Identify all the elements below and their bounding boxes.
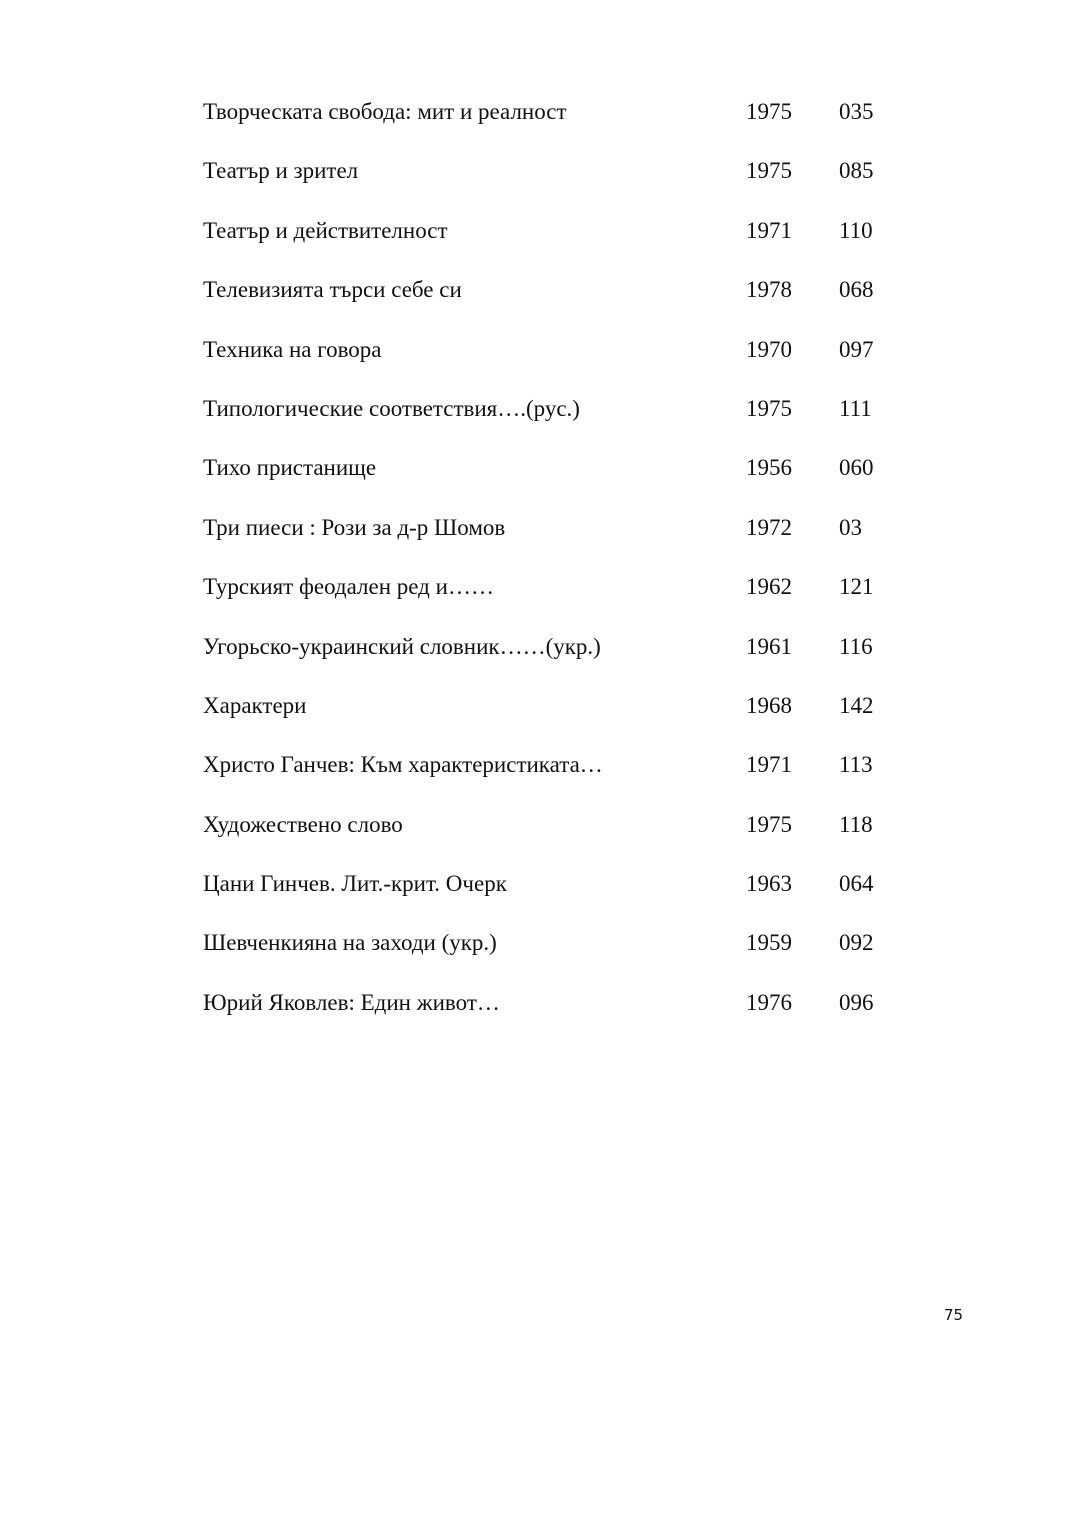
entry-title: Телевизията търси себе си: [203, 277, 462, 303]
entry-title: Тихо пристанище: [203, 455, 377, 481]
entry-number: 111: [839, 395, 872, 421]
entry-title: Техника на говора: [203, 336, 382, 362]
entry-year: 1970: [746, 336, 792, 362]
list-item: [203, 506, 923, 565]
entry-title: Христо Ганчев: Към характеристиката…: [203, 752, 603, 778]
entry-number: 113: [839, 752, 873, 778]
entry-number: 035: [839, 99, 874, 124]
entry-year: 1968: [746, 692, 792, 718]
entry-title: Характери: [203, 692, 307, 718]
entry-year: 1975: [746, 158, 792, 184]
list-item: [203, 446, 923, 505]
entry-number: 068: [839, 277, 874, 303]
list-item: [203, 862, 923, 921]
entry-year: 1975: [746, 395, 792, 421]
entry-number: 142: [839, 692, 874, 718]
page-number: 75: [944, 1306, 964, 1324]
entry-number: 096: [839, 989, 874, 1015]
entry-number: 03: [839, 514, 862, 540]
entry-number: 092: [839, 930, 874, 956]
list-item: [203, 803, 923, 862]
entry-year: 1962: [746, 574, 792, 600]
entry-year: 1971: [746, 752, 792, 778]
list-item: [203, 565, 923, 624]
list-item: [203, 743, 923, 802]
entry-list: [203, 90, 923, 1040]
list-item: [203, 149, 923, 208]
entry-number: 110: [839, 217, 873, 243]
entry-year: 1956: [746, 455, 792, 481]
list-item: [203, 328, 923, 387]
entry-number: 085: [839, 158, 874, 184]
entry-number: 097: [839, 336, 874, 362]
list-item: [203, 268, 923, 327]
list-item: [203, 981, 923, 1040]
entry-title: Три пиеси : Рози за д-р Шомов: [203, 514, 506, 540]
entry-number: 060: [839, 455, 874, 481]
entry-title: Творческата свобода: мит и реалност: [203, 99, 567, 124]
list-item: [203, 387, 923, 446]
entry-year: 1972: [746, 514, 792, 540]
list-item: [203, 684, 923, 743]
entry-title: Театър и зрител: [203, 158, 359, 184]
entry-title: Цани Гинчев. Лит.-крит. Очерк: [203, 871, 507, 897]
entry-year: 1963: [746, 871, 792, 897]
entry-title: Турският феодален ред и……: [203, 574, 494, 600]
entry-year: 1976: [746, 989, 792, 1015]
entry-title: Типологические соответствия….(рус.): [203, 395, 580, 421]
entry-title: Художествено слово: [203, 811, 403, 837]
entry-year: 1959: [746, 930, 792, 956]
list-item: [203, 90, 923, 149]
entry-year: 1961: [746, 633, 792, 659]
entry-title: Шевченкияна на заходи (укр.): [203, 930, 497, 956]
list-item: [203, 921, 923, 980]
entry-year: 1975: [746, 811, 792, 837]
entry-number: 116: [839, 633, 873, 659]
entry-number: 064: [839, 871, 874, 897]
entry-title: Угорьско-украинский словник……(укр.): [203, 633, 601, 659]
entry-title: Театър и действителност: [203, 217, 448, 243]
entry-number: 118: [839, 811, 873, 837]
entry-year: 1971: [746, 217, 792, 243]
entry-number: 121: [839, 574, 874, 600]
list-item: [203, 625, 923, 684]
list-item: [203, 209, 923, 268]
entry-year: 1978: [746, 277, 792, 303]
entry-title: Юрий Яковлев: Един живот…: [203, 989, 500, 1015]
entry-year: 1975: [746, 99, 792, 124]
